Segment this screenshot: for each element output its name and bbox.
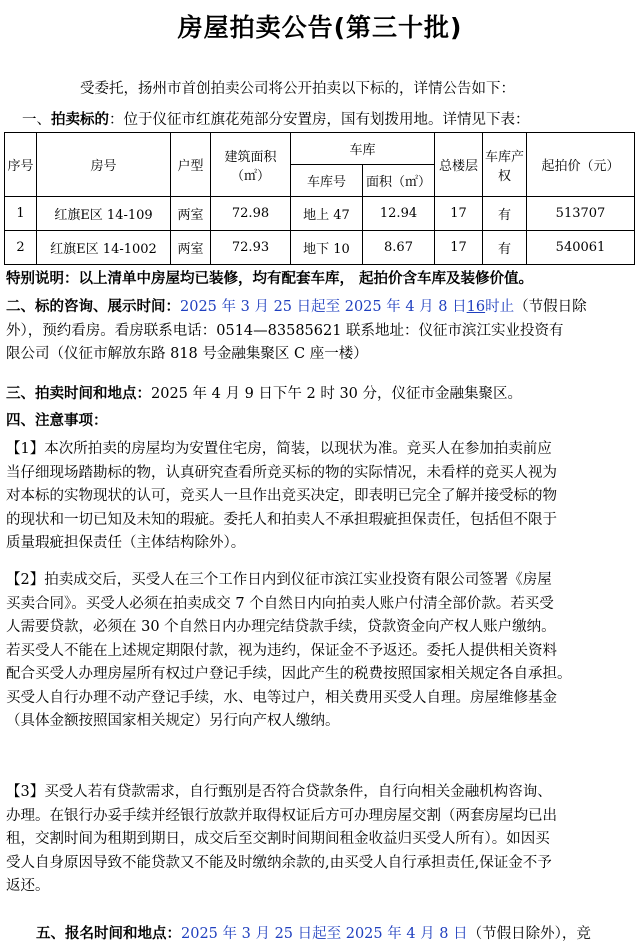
cell-price: 513707	[527, 197, 635, 231]
cell-garage-no: 地下 10	[291, 231, 363, 265]
note-1-line: 对本标的实物现状的认可，竞买人一旦作出竞买决定，即表明已完全了解并接受标的物	[6, 488, 557, 504]
note-1-line: 的现状和一切已知及未知的瑕疵。委托人和拍卖人不承担瑕疵担保责任，包括但不限于	[6, 511, 557, 528]
table-row	[5, 231, 635, 265]
note-2-line: 买卖合同》。买受人必须在拍卖成交 7 个自然日内向拍卖人账户付清全部价款。若买受	[6, 595, 554, 612]
cell-garage-no: 地上 47	[291, 197, 363, 231]
cell-seq: 2	[5, 231, 37, 265]
th-seq: 序号	[5, 133, 37, 197]
cell-type: 两室	[171, 197, 211, 231]
auction-table	[4, 132, 635, 265]
table-row	[5, 197, 635, 231]
cell-area: 72.93	[211, 231, 291, 265]
th-garage: 车库	[291, 133, 435, 165]
page-title: 房屋拍卖公告(第三十批)	[177, 13, 463, 42]
cell-type: 两室	[171, 231, 211, 265]
cell-right: 有	[483, 197, 527, 231]
section-1	[22, 108, 530, 129]
note-3-line: 【3】买受人若有贷款需求，自行甄别是否符合贷款条件，自行向相关金融机构咨询、	[6, 784, 552, 800]
note-2	[6, 569, 632, 734]
section-4	[6, 410, 632, 434]
cell-seq: 1	[5, 197, 37, 231]
section-5	[36, 923, 632, 947]
section-1-label: 拍卖标的	[51, 112, 109, 128]
note-2-line: 【2】拍卖成交后，买受人在三个工作日内到仪征市滨江实业投资有限公司签署《房屋	[6, 572, 552, 588]
th-garage-no: 车库号	[291, 165, 363, 197]
note-2-line: 配合买受人办理房屋所有权过户登记手续，因此产生的税费按照国家相关规定各自承担。	[6, 666, 572, 682]
section-2-date: 2025 年 3 月 25 日起至 2025 年 4 月 8 日	[180, 299, 467, 315]
note-3	[6, 781, 632, 899]
section-2-hour: 16	[466, 299, 486, 315]
cell-garage-area: 8.67	[363, 231, 435, 265]
note-1	[6, 438, 632, 556]
section-3	[6, 383, 632, 407]
section-4-label: 四、注意事项：	[6, 413, 108, 429]
note-1-line: 当仔细现场踏勘标的物，认真研究查看所竞买标的物的实际情况，未看样的竞买人视为	[6, 464, 557, 481]
section-1-num: 一、	[22, 112, 51, 128]
th-type: 户型	[171, 133, 211, 197]
section-5-date: 2025 年 3 月 25 日起至 2025 年 4 月 8 日	[181, 926, 468, 942]
th-price: 起拍价（元）	[527, 133, 635, 197]
note-2-line: 人需要贷款，必须在 30 个自然日内办理完结贷款手续，贷款资金向产权人账户缴纳。	[6, 619, 556, 635]
section-5-rest: （节假日除外），竞	[467, 926, 591, 942]
section-2-line-2: 外），预约看房。看房联系电话：0514—83585621 联系地址：仪征市滨江实业投资有	[6, 322, 564, 339]
note-3-line: 受人自身原因导致不能贷款又不能及时缴纳余款的,由买受人自行承担责任,保证金不予	[6, 854, 552, 871]
cell-room: 红旗E区 14-1002	[37, 231, 171, 265]
cell-area: 72.98	[211, 197, 291, 231]
th-garage-area: 面积（㎡）	[363, 165, 435, 197]
th-area: 建筑面积（㎡）	[211, 133, 291, 197]
cell-garage-area: 12.94	[363, 197, 435, 231]
cell-floors: 17	[435, 231, 483, 265]
section-2-label: 二、标的咨询、展示时间：	[6, 299, 180, 315]
special-label: 特别说明：	[6, 271, 79, 287]
note-3-line: 租，交割时间为租期到期日，成交后至交割时间期间租金收益归买受人所有）。如因买	[6, 831, 550, 847]
section-3-label: 三、拍卖时间和地点：	[6, 386, 151, 402]
th-garage-right: 车库产权	[483, 133, 527, 197]
section-1-text: ：位于仪征市红旗花苑部分安置房，国有划拨用地。详情见下表：	[109, 112, 530, 128]
special-text: 以上清单中房屋均已装修，均有配套车库， 起拍价含车库及装修价值。	[78, 271, 534, 287]
section-2	[6, 296, 632, 367]
note-2-line: 若买受人不能在上述规定期限付款，视为违约，保证金不予返还。委托人提供相关资料	[6, 642, 557, 659]
special-note	[6, 268, 632, 292]
note-1-line: 【1】本次所拍卖的房屋均为安置住宅房，简装，以现状为准。竞买人在参加拍卖前应	[6, 441, 552, 457]
section-3-text: 2025 年 4 月 9 日下午 2 时 30 分，仪征市金融集聚区。	[151, 386, 523, 402]
note-2-line: 买受人自行办理不动产登记手续，水、电等过户，相关费用买受人自理。房屋维修基金	[6, 689, 557, 706]
section-2-line-3: 限公司（仪征市解放东路 818 号金融集聚区 C 座一楼）	[6, 346, 368, 362]
cell-room: 红旗E区 14-109	[37, 197, 171, 231]
cell-floors: 17	[435, 197, 483, 231]
note-1-line: 质量瑕疵担保责任（主体结构除外）。	[6, 535, 246, 551]
note-2-line: （具体金额按照国家相关规定）另行向产权人缴纳。	[6, 713, 340, 729]
section-5-label: 五、报名时间和地点：	[36, 926, 181, 942]
th-room: 房号	[37, 133, 171, 197]
th-floors: 总楼层	[435, 133, 483, 197]
intro-text: 受委托，扬州市首创拍卖公司将公开拍卖以下标的，详情公告如下：	[80, 81, 515, 97]
section-2-holiday: （节假日除	[514, 299, 587, 315]
note-3-line: 办理。在银行办妥手续并经银行放款并取得权证后方可办理房屋交割（两套房屋均已出	[6, 807, 557, 824]
cell-price: 540061	[527, 231, 635, 265]
section-2-until: 时止	[485, 299, 515, 315]
note-3-line: 返还。	[6, 878, 50, 894]
cell-right: 有	[483, 231, 527, 265]
